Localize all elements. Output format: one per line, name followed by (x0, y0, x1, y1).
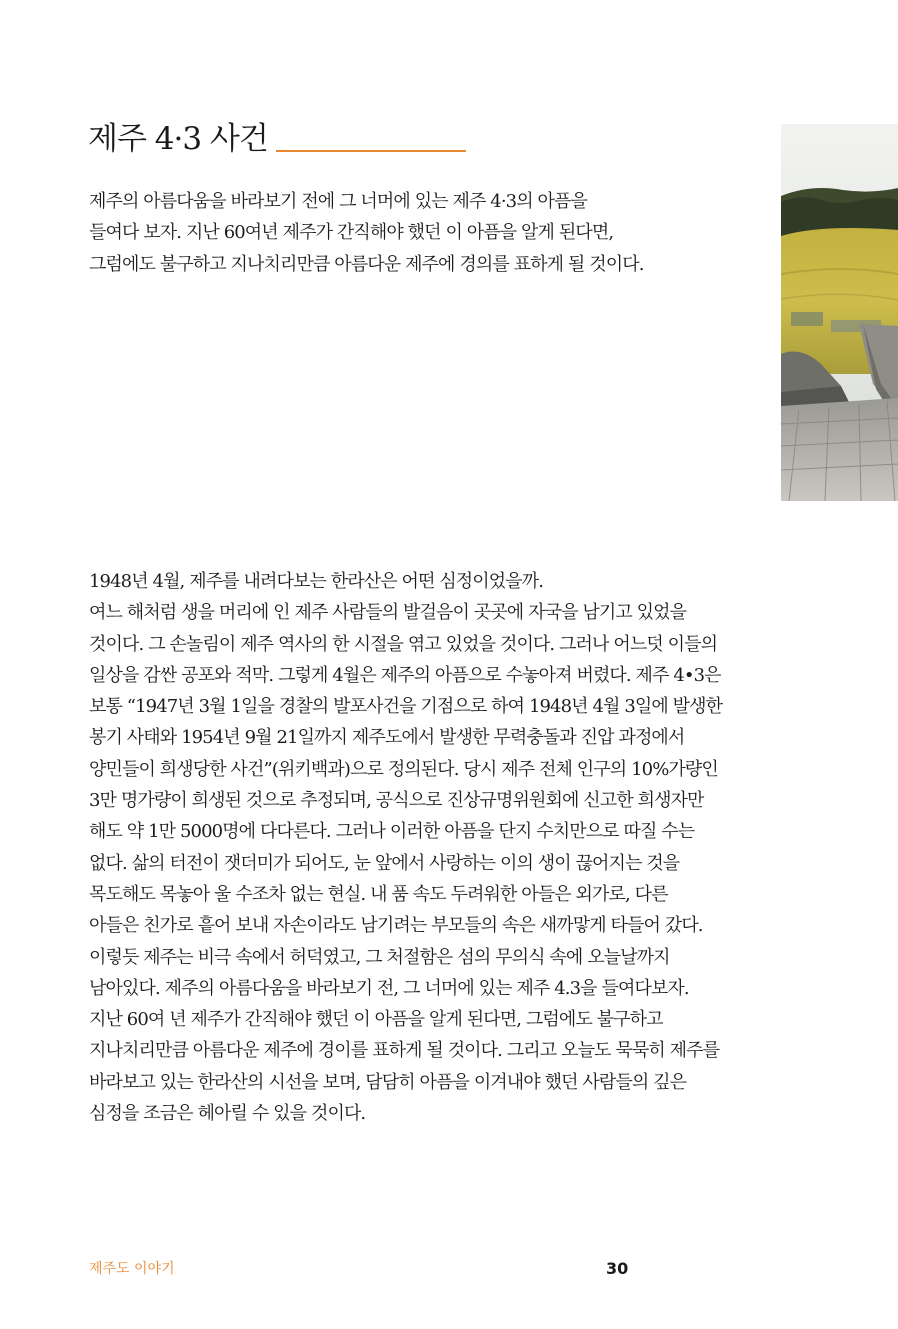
body-line: 봉기 사태와 1954년 9월 21일까지 제주도에서 발생한 무력충돌과 진압 과정에서 (89, 727, 685, 749)
footer-section-title: 제주도 이야기 (89, 1261, 175, 1277)
body-line: 것이다. 그 손놀림이 제주 역사의 한 시절을 엮고 있었을 것이다. 그러나 어느덧 이들의 (89, 633, 718, 655)
body-line: 바라보고 있는 한라산의 시선을 보며, 담담히 아픔을 이겨내야 했던 사람들의 깊은 (89, 1071, 687, 1093)
memorial-park-photo (781, 124, 898, 501)
page-number: 30 (606, 1259, 629, 1278)
body-line: 이렇듯 제주는 비극 속에서 허덕였고, 그 처절함은 섬의 무의식 속에 오늘날까지 (89, 946, 670, 968)
body-line: 아들은 친가로 흩어 보내 자손이라도 남기려는 부모들의 속은 새까맣게 타들어 갔다. (89, 915, 703, 937)
body-line: 남아있다. 제주의 아름다움을 바라보기 전, 그 너머에 있는 제주 4.3을 들여다보자. (89, 977, 689, 999)
body-line: 지나치리만큼 아름다운 제주에 경이를 표하게 될 것이다. 그리고 오늘도 묵묵히 제주를 (89, 1040, 720, 1062)
intro-line: 제주의 아름다움을 바라보기 전에 그 너머에 있는 제주 4·3의 아픔을 (89, 191, 588, 212)
intro-line: 그럼에도 불구하고 지나치리만큼 아름다운 제주에 경의를 표하게 될 것이다. (89, 253, 644, 275)
body-line: 3만 명가량이 희생된 것으로 추정되며, 공식으로 진상규명위원회에 신고한 희생자만 (89, 790, 704, 812)
title-underline (276, 150, 466, 152)
intro-paragraph (89, 186, 739, 280)
body-line: 양민들이 희생당한 사건”(위키백과)으로 정의된다. 당시 제주 전체 인구의 10%가량인 (89, 758, 718, 780)
body-line: 없다. 삶의 터전이 잿더미가 되어도, 눈 앞에서 사랑하는 이의 생이 끊어지는 것을 (89, 852, 680, 874)
body-line: 해도 약 1만 5000명에 다다른다. 그러나 이러한 아픔을 단지 수치만으로 따질 수는 (89, 821, 695, 843)
body-line: 일상을 감싼 공포와 적막. 그렇게 4월은 제주의 아픔으로 수놓아져 버렸다. 제주 4•3은 (89, 664, 721, 686)
memorial-park-illustration (781, 124, 898, 501)
body-paragraph (89, 566, 789, 1129)
body-line: 목도해도 목놓아 울 수조차 없는 현실. 내 품 속도 두려워한 아들은 외가로, 다른 (89, 883, 668, 905)
intro-line: 들여다 보자. 지난 60여년 제주가 간직해야 했던 이 아픔을 알게 된다면, (89, 222, 614, 244)
body-line: 1948년 4월, 제주를 내려다보는 한라산은 어떤 심정이었을까. (89, 571, 544, 592)
page-title: 제주 4·3 사건 (88, 121, 268, 157)
body-line: 심정을 조금은 헤아릴 수 있을 것이다. (89, 1103, 366, 1125)
body-line: 보통 “1947년 3월 1일을 경찰의 발포사건을 기점으로 하여 1948년 4월 3일에 발생한 (89, 696, 723, 718)
body-line: 지난 60여 년 제주가 간직해야 했던 이 아픔을 알게 된다면, 그럼에도 불구하고 (89, 1009, 663, 1031)
body-line: 여느 해처럼 생을 머리에 인 제주 사람들의 발걸음이 곳곳에 자국을 남기고 있었을 (89, 602, 687, 624)
